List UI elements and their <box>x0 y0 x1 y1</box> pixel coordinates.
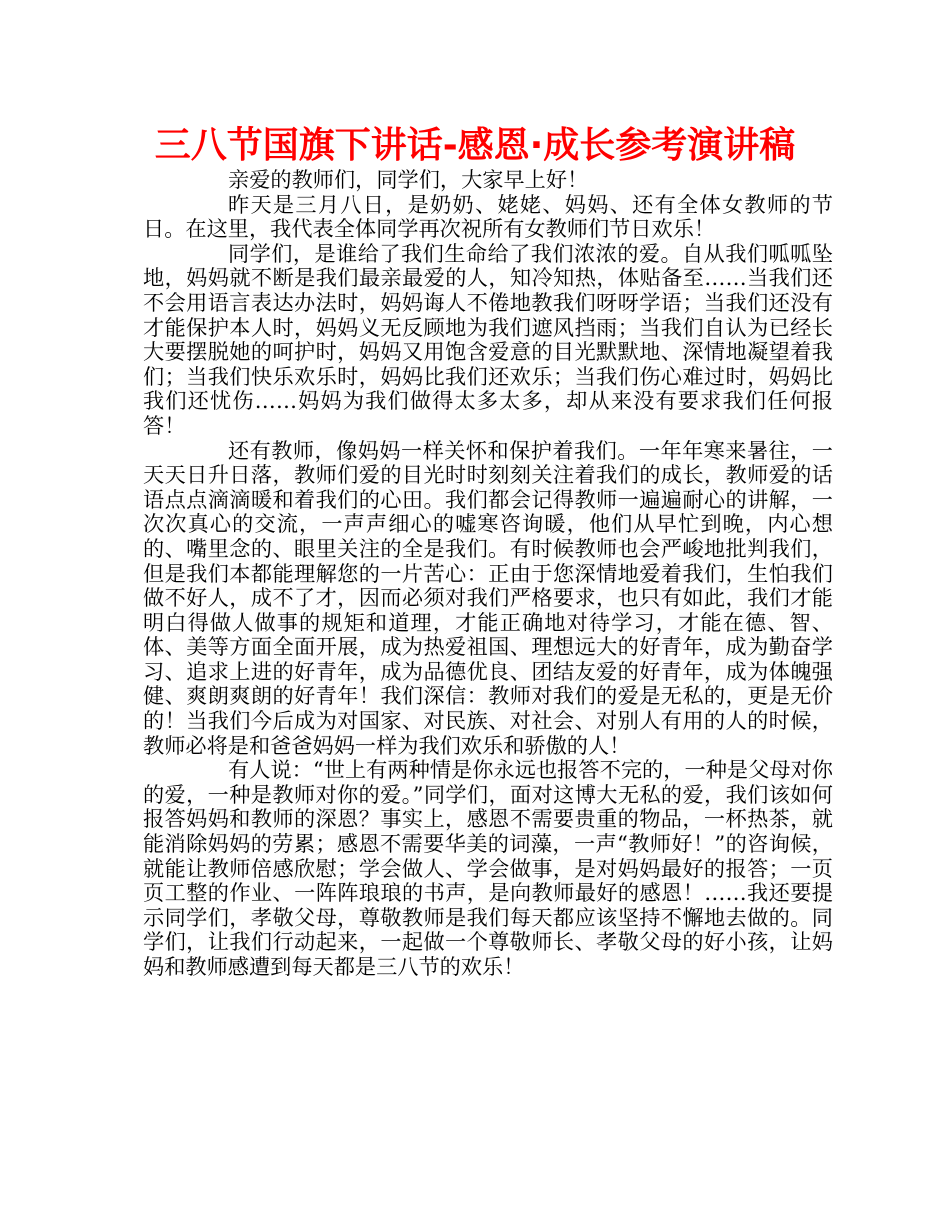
document-body <box>143 168 833 980</box>
paragraph-teachers-care: 还有教师，像妈妈一样关怀和保护着我们。一年年寒来暑往，一天天日升日落，教师们爱的目光时时刻刻关注着我们的成长，教师爱的话语点点滴滴暖和着我们的心田。我们都会记得教师一遍遍耐心的讲解，一次次真心的交流，一声声细心的嘘寒咨询暖，他们从早忙到晚，内心想的、嘴里念的、眼里关注的全是我们。有时候教师也会严峻地批判我们，但是我们本都能理解您的一片苦心：正由于您深情地爱着我们，生怕我们做不好人，成不了才，因而必须对我们严格要求，也只有如此，我们才能明白得做人做事的规矩和道理，才能正确地对待学习，才能在德、智、体、美等方面全面开展，成为热爱祖国、理想远大的好青年，成为勤奋学习、追求上进的好青年，成为品德优良、团结友爱的好青年，成为体魄强健、爽朗爽朗的好青年！我们深信：教师对我们的爱是无私的，更是无价的！当我们今后成为对国家、对民族、对社会、对别人有用的人的时候，教师必将是和爸爸妈妈一样为我们欢乐和骄傲的人！ <box>143 437 833 758</box>
paragraph-gratitude: 有人说：“世上有两种情是你永远也报答不完的，一种是父母对你的爱，一种是教师对你的爱。”同学们，面对这博大无私的爱，我们该如何报答妈妈和教师的深恩？事实上，感恩不需要贵重的物品，一杯热茶，就能消除妈妈的劳累；感恩不需要华美的词藻，一声“教师好！”的咨询候，就能让教师倍感欣慰；学会做人、学会做事，是对妈妈最好的报答；一页页工整的作业、一阵阵琅琅的书声，是向教师最好的感恩！……我还要提示同学们，孝敬父母，尊敬教师是我们每天都应该坚持不懈地去做的。同学们，让我们行动起来，一起做一个尊敬师长、孝敬父母的好小孩，让妈妈和教师感遭到每天都是三八节的欢乐！ <box>143 757 833 979</box>
paragraph-greeting: 亲爱的教师们，同学们，大家早上好！ <box>228 167 589 192</box>
document-title: 三八节国旗下讲话-感恩·成长参考演讲稿 <box>154 125 796 166</box>
paragraph-womens-day: 昨天是三月八日，是奶奶、姥姥、妈妈、还有全体女教师的节日。在这里，我代表全体同学再次祝所有女教师们节日欢乐！ <box>143 191 833 242</box>
paragraph-mothers-love: 同学们，是谁给了我们生命给了我们浓浓的爱。自从我们呱呱坠地，妈妈就不断是我们最亲最爱的人，知冷知热，体贴备至……当我们还不会用语言表达办法时，妈妈诲人不倦地教我们呀呀学语；当我们还没有才能保护本人时，妈妈义无反顾地为我们遮风挡雨；当我们自认为已经长大要摆脱她的呵护时，妈妈又用饱含爱意的目光默默地、深情地凝望着我们；当我们快乐欢乐时，妈妈比我们还欢乐；当我们伤心难过时，妈妈比我们还忧伤……妈妈为我们做得太多太多，却从来没有要求我们任何报答！ <box>143 240 833 438</box>
